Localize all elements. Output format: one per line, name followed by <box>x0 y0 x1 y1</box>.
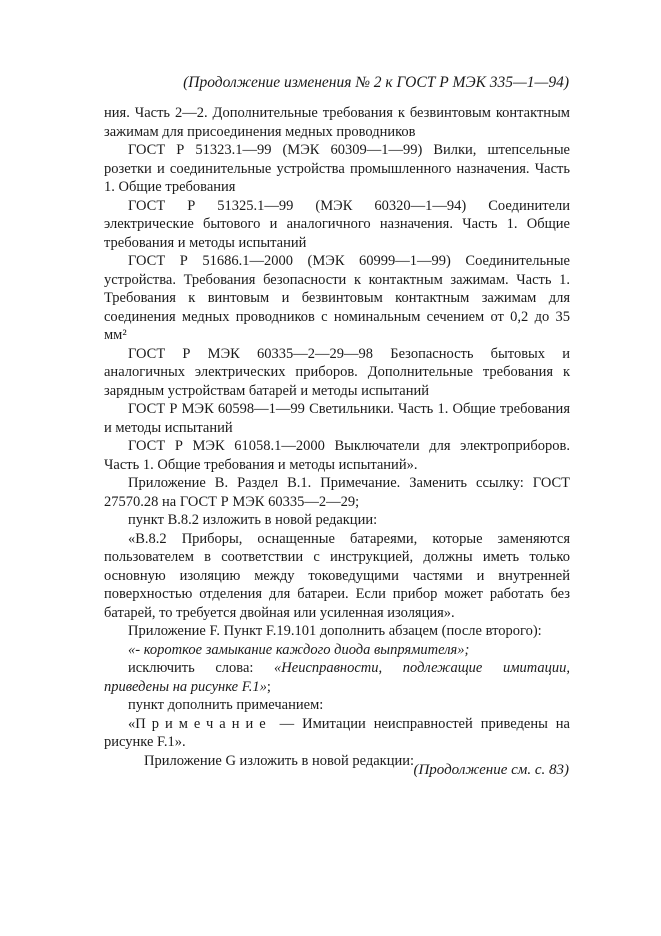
paragraph-gost-51325: ГОСТ Р 51325.1—99 (МЭК 60320—1—94) Соединители электрические бытового и аналогичного назначения. Часть 1. Общие требования и методы испытаний <box>104 197 570 251</box>
paragraph-b82-text: «В.8.2 Приборы, оснащенные батареями, которые заменяются пользователем в соответствии с инструкцией, должны иметь только основную изоляцию между токоведущими частями и внутренней поверхностью отделения для батареи. Если прибор может работать без батарей, то требуется двойная или усиленная изоляция». <box>104 530 570 621</box>
paragraph-gost-51323: ГОСТ Р 51323.1—99 (МЭК 60309—1—99) Вилки, штепсельные розетки и соединительные устройства промышленного назначения. Часть 1. Общие требования <box>104 142 570 195</box>
page-footer: (Продолжение см. с. 83) <box>413 762 569 778</box>
note-label: Примечание <box>135 715 272 732</box>
paragraph-b82-instruction: пункт В.8.2 изложить в новой редакции: <box>128 512 378 528</box>
paragraph-appendix-f: Приложение F. Пункт F.19.101 дополнить абзацем (после второго): <box>128 623 542 639</box>
paragraph-gost-51686: ГОСТ Р 51686.1—2000 (МЭК 60999—1—99) Соединительные устройства. Требования безопасности к контактным зажимам. Часть 1. Требования к винтовым и безвинтовым контактным зажимам для соединения медных проводников с номинальным сечением от 0,2 до 35 мм² <box>104 253 570 343</box>
exclude-prefix: исключить слова: <box>128 660 275 676</box>
note-open-quote: « <box>128 715 136 732</box>
paragraph-gost-61058: ГОСТ Р МЭК 61058.1—2000 Выключатели для электроприборов. Часть 1. Общие требования и методы испытаний». <box>104 438 570 473</box>
paragraph-exclude-words <box>104 659 570 696</box>
paragraph-note <box>104 715 570 752</box>
paragraph-short-circuit: «- короткое замыкание каждого диода выпрямителя»; <box>128 641 470 658</box>
exclude-suffix: ; <box>266 678 271 695</box>
excluded-phrase: «Неисправности, подлежащие имитации, приведены на рисунке F.1» <box>104 660 570 695</box>
paragraph-gost-60598: ГОСТ Р МЭК 60598—1—99 Светильники. Часть 1. Общие требования и методы испытаний <box>104 401 570 436</box>
note-text: — Имитации неисправностей приведены на рисунке F.1». <box>104 715 570 750</box>
paragraph-add-note: пункт дополнить примечанием: <box>128 697 324 713</box>
paragraph-gost-60335: ГОСТ Р МЭК 60335—2—29—98 Безопасность бытовых и аналогичных электрических приборов. Дополнительные требования к зарядным устройствам батарей и методы испытаний <box>104 345 570 399</box>
document-body <box>104 104 570 770</box>
page-header: (Продолжение изменения № 2 к ГОСТ Р МЭК 335—1—94) <box>183 74 569 91</box>
paragraph-1: ния. Часть 2—2. Дополнительные требования к безвинтовым контактным зажимам для присоединения медных проводников <box>104 105 570 140</box>
paragraph-appendix-b: Приложение В. Раздел В.1. Примечание. Заменить ссылку: ГОСТ 27570.28 на ГОСТ Р МЭК 60335—2—29; <box>104 475 570 510</box>
paragraph-appendix-g: Приложение G изложить в новой редакции: <box>144 752 415 769</box>
